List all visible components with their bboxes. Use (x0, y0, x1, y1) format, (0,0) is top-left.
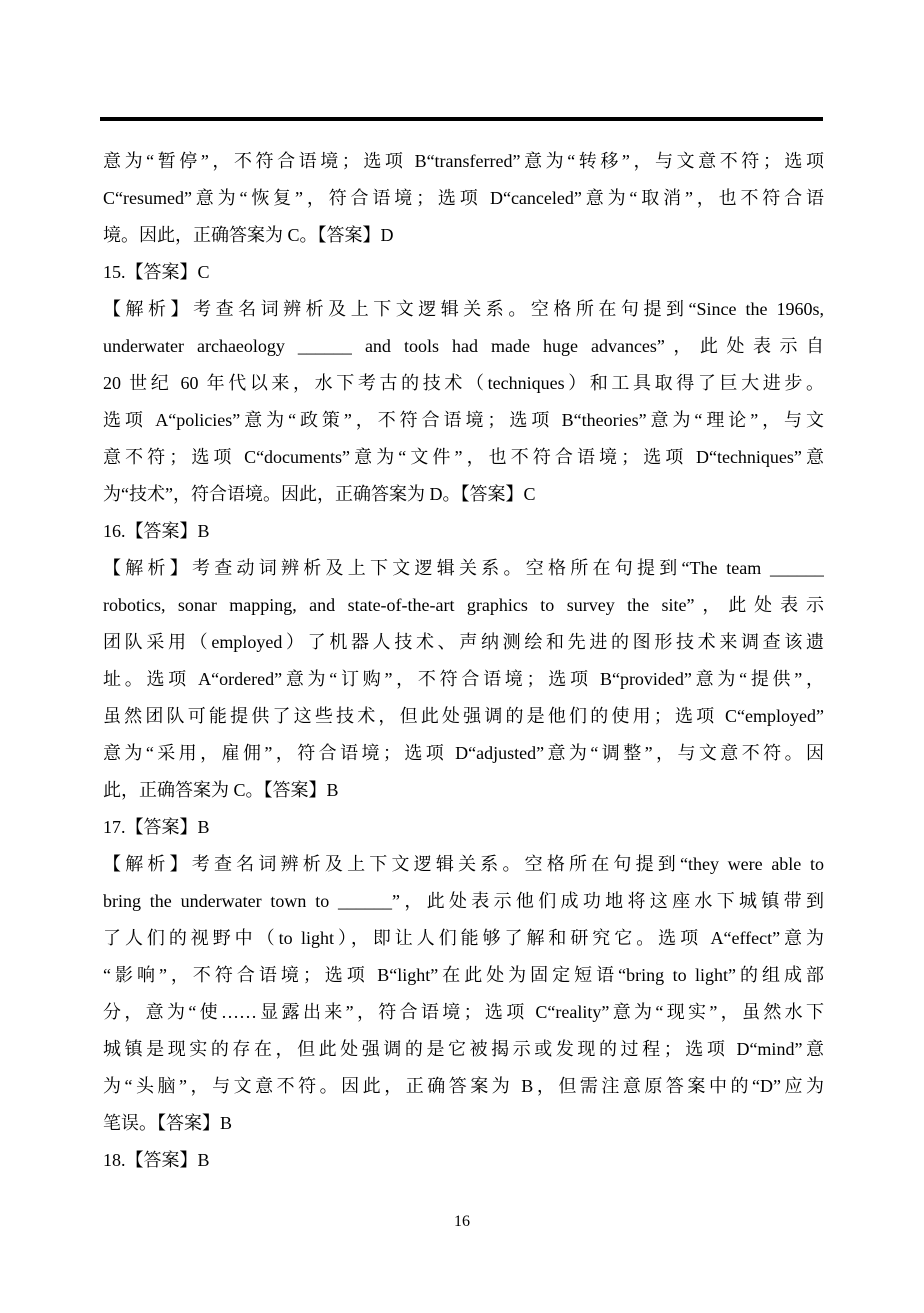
q16-answer (103, 513, 824, 550)
text-line: 分，意为“使……显露出来”，符合语境；选项 C“reality”意为“现实”，虽然水下 (103, 1002, 824, 1022)
q18-answer (103, 1142, 824, 1179)
text-line: bring the underwater town to ______”，此处表示他们成功地将这座水下城镇带到 (103, 891, 824, 911)
text-line: 【解析】考查动词辨析及上下文逻辑关系。空格所在句提到“The team ______ (103, 558, 824, 578)
page-footer (0, 1212, 924, 1232)
q14-explanation-continued (103, 143, 824, 254)
q16-explanation (103, 550, 824, 809)
text-line: 17.【答案】B (103, 817, 210, 837)
text-line: 意为“暂停”，不符合语境；选项 B“transferred”意为“转移”，与文意不符；选项 (103, 151, 824, 171)
page-number: 16 (454, 1213, 470, 1230)
q17-answer (103, 809, 824, 846)
text-line: 为“头脑”，与文意不符。因此，正确答案为 B，但需注意原答案中的“D”应为 (103, 1076, 824, 1096)
text-line: 20 世纪 60 年代以来，水下考古的技术（techniques）和工具取得了巨大进步。 (103, 373, 824, 393)
text-line: 此，正确答案为 C。【答案】B (103, 780, 339, 800)
text-line: 境。因此，正确答案为 C。【答案】D (103, 225, 394, 245)
text-line: C“resumed”意为“恢复”，符合语境；选项 D“canceled”意为“取消”，也不符合语 (103, 188, 824, 208)
text-line: 意为“采用，雇佣”，符合语境；选项 D“adjusted”意为“调整”，与文意不符。因 (103, 743, 824, 763)
text-line: 【解析】考查名词辨析及上下文逻辑关系。空格所在句提到“Since the 1960s, (103, 299, 824, 319)
answer-explanations-body (103, 143, 824, 1179)
text-line: 虽然团队可能提供了这些技术，但此处强调的是他们的使用；选项 C“employed” (103, 706, 824, 726)
q15-answer (103, 254, 824, 291)
text-line: 为“技术”，符合语境。因此，正确答案为 D。【答案】C (103, 484, 536, 504)
text-line: robotics, sonar mapping, and state-of-the-art graphics to survey the site”，此处表示 (103, 595, 824, 615)
text-line: 选项 A“policies”意为“政策”，不符合语境；选项 B“theories”意为“理论”，与文 (103, 410, 824, 430)
header-rule (100, 117, 823, 121)
q17-explanation (103, 846, 824, 1142)
text-line: 笔误。【答案】B (103, 1113, 233, 1133)
text-line: 16.【答案】B (103, 521, 210, 541)
q15-explanation (103, 291, 824, 513)
text-line: 15.【答案】C (103, 262, 210, 282)
text-line: 团队采用（employed）了机器人技术、声纳测绘和先进的图形技术来调查该遗 (103, 632, 824, 652)
text-line: 了人们的视野中（to light），即让人们能够了解和研究它。选项 A“effect”意为 (103, 928, 824, 948)
text-line: underwater archaeology ______ and tools had made huge advances”，此处表示自 (103, 336, 824, 356)
text-line: “影响”，不符合语境；选项 B“light”在此处为固定短语“bring to light”的组成部 (103, 965, 824, 985)
text-line: 意不符；选项 C“documents”意为“文件”，也不符合语境；选项 D“techniques”意 (103, 447, 824, 467)
text-line: 18.【答案】B (103, 1150, 210, 1170)
text-line: 址。选项 A“ordered”意为“订购”，不符合语境；选项 B“provided”意为“提供”， (103, 669, 824, 689)
text-line: 【解析】考查名词辨析及上下文逻辑关系。空格所在句提到“they were able to (103, 854, 824, 874)
text-line: 城镇是现实的存在，但此处强调的是它被揭示或发现的过程；选项 D“mind”意 (103, 1039, 824, 1059)
